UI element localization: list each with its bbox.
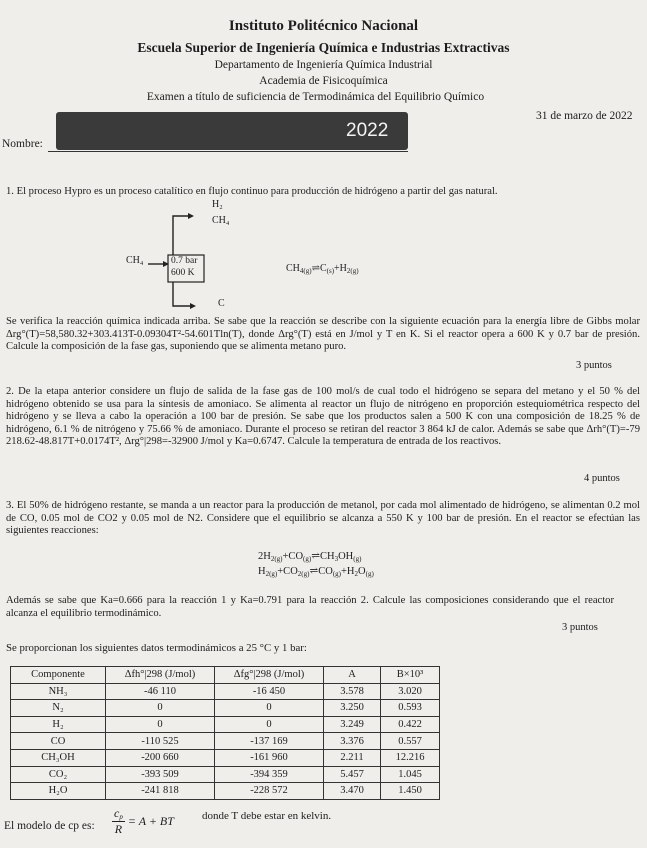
cell: -161 960	[215, 749, 324, 766]
cell: 0	[215, 716, 324, 733]
cell: H₂	[11, 716, 106, 733]
academy-title: Academia de Fisicoquímica	[259, 75, 388, 87]
cell: 3.376	[324, 733, 381, 750]
q3-points: 3 puntos	[562, 622, 598, 633]
name-label: Nombre:	[2, 138, 43, 150]
reactor-temperature: 600 K	[171, 268, 195, 278]
cell: 0.422	[381, 716, 440, 733]
cell: 3.250	[324, 700, 381, 717]
cell: CO	[11, 733, 106, 750]
table-row	[11, 716, 440, 733]
q3-body: 3. El 50% de hidrógeno restante, se manda a un reactor para la producción de metanol, por cada mol alimentado de hidrógeno, se alimentan 0.2 mol de CO, 0.05 mol de CO2 y 0.05 mol de N2. Considere que el equilibrio se alcanza a 550 K y 100 bar de presión. En el reactor se efectúan las siguientes reacciones:	[6, 500, 640, 537]
school-title: Escuela Superior de Ingeniería Química e Industrias Extractivas	[137, 40, 510, 55]
cell: 0	[106, 700, 215, 717]
col-a: A	[324, 667, 381, 684]
cell: -46 110	[106, 683, 215, 700]
q1-statement: 1. El proceso Hypro es un proceso catalítico en flujo continuo para producción de hidrógeno a partir del gas natural.	[6, 186, 498, 197]
q1-points: 3 puntos	[576, 360, 612, 371]
table-header-row	[11, 667, 440, 684]
outlet-ch4: CH₄	[212, 215, 230, 226]
cell: 5.457	[324, 766, 381, 783]
table-row	[11, 733, 440, 750]
banner-year: 2022	[346, 120, 389, 141]
cell: -228 572	[215, 783, 324, 800]
cell: 12.216	[381, 749, 440, 766]
q1-reaction: $CH_{4(g)}\rightleftharpoons C_{(s)}+H_{2(g)}$	[286, 263, 359, 275]
name-underline	[48, 151, 408, 152]
table-row	[11, 683, 440, 700]
table-row	[11, 700, 440, 717]
institution-title: Instituto Politécnico Nacional	[228, 18, 419, 34]
cell: CO₂	[11, 766, 106, 783]
q3-reaction-1: $2H_{2(g)}+CO_{(g)}\rightleftharpoons CH_3OH_{(g)}$	[258, 551, 362, 563]
cell: -110 525	[106, 733, 215, 750]
col-dgf: Δfg°|298 (J/mol)	[215, 667, 324, 684]
thermo-data-table	[10, 666, 440, 800]
table-row	[11, 749, 440, 766]
cell: -394 359	[215, 766, 324, 783]
col-component: Componente	[11, 667, 106, 684]
exam-date: 31 de marzo de 2022	[536, 110, 633, 122]
cell: 0.557	[381, 733, 440, 750]
reactor-pressure: 0.7 bar	[171, 256, 198, 266]
exam-title: Examen a título de suficiencia de Termodinámica del Equilibrio Químico	[146, 91, 485, 103]
q3-body-2: Además se sabe que Ka=0.666 para la reacción 1 y Ka=0.791 para la reacción 2. Calcule las composiciones considerando que el reactor alcanza el equilibrio termodinámico.	[6, 595, 614, 619]
cell: -393 509	[106, 766, 215, 783]
outlet-h2: H₂	[212, 199, 223, 210]
cp-model-equation: $\frac{c_p}{R}$ = A + BT	[114, 806, 174, 836]
cell: -241 818	[106, 783, 215, 800]
hypro-reactor-diagram	[118, 198, 318, 322]
redacted-name-banner	[56, 112, 408, 150]
cell: NH₃	[11, 683, 106, 700]
cp-model-note: donde T debe estar en kelvin.	[202, 810, 332, 822]
cp-model-label: El modelo de cp es:	[4, 820, 95, 832]
cell: 3.249	[324, 716, 381, 733]
cell: N₂	[11, 700, 106, 717]
cell: 1.045	[381, 766, 440, 783]
cell: 2.211	[324, 749, 381, 766]
col-b: B×10³	[381, 667, 440, 684]
outlet-carbon: C	[218, 298, 225, 309]
department-title: Departamento de Ingeniería Química Industrial	[214, 59, 433, 71]
cell: 0.593	[381, 700, 440, 717]
q1-body: Se verifica la reacción química indicada arriba. Se sabe que la reacción se describe con la siguiente ecuación para la energía libre de Gibbs molar Δrg°(T)=58,580.32+303.413T-0.09304T²-54.601Tln(T), donde Δrg°(T) está en J/mol y T en K. Si el reactor opera a 600 K y 0.7 bar de presión. Calcule la composición de la fase gas, suponiendo que se alimenta metano puro.	[6, 316, 640, 353]
cell: -200 660	[106, 749, 215, 766]
cell: 0	[215, 700, 324, 717]
cell: -137 169	[215, 733, 324, 750]
cell: CH₃OH	[11, 749, 106, 766]
table-row	[11, 766, 440, 783]
cell: 3.020	[381, 683, 440, 700]
q2-points: 4 puntos	[584, 473, 620, 484]
cell: H₂O	[11, 783, 106, 800]
data-intro: Se proporcionan los siguientes datos termodinámicos a 25 °C y 1 bar:	[6, 642, 307, 654]
q3-reaction-2: $H_{2(g)}+CO_{2(g)}\rightleftharpoons CO_{(g)}+H_2O_{(g)}$	[258, 566, 374, 578]
col-dhf: Δfh°|298 (J/mol)	[106, 667, 215, 684]
cell: 1.450	[381, 783, 440, 800]
table-row	[11, 783, 440, 800]
cell: -16 450	[215, 683, 324, 700]
cell: 3.578	[324, 683, 381, 700]
q2-body: 2. De la etapa anterior considere un flujo de salida de la fase gas de 100 mol/s de cual todo el hidrógeno se separa del metano y el 50 % del hidrógeno obtenido se usa para la síntesis de amoniaco. Se alimenta al reactor un flujo de nitrógeno en proporción estequiométrica respecto del hidrógeno y se lleva a cabo la operación a 100 bar de presión. Se sabe que los productos salen a 500 K con una composición de 18.25 % de hidrógeno, 6.1 % de nitrógeno y 75.66 % de amoniaco. Durante el proceso se retiran del reactor 3 864 kJ de calor. Además se sabe que Δrh°(T)=-79 218.62-48.817T+0.0174T², Δrg°|298=-32900 J/mol y Ka=0.6747. Calcule la temperatura de entrada de los reactivos.	[6, 386, 640, 448]
feed-ch4: CH₄	[126, 255, 144, 266]
cell: 0	[106, 716, 215, 733]
cell: 3.470	[324, 783, 381, 800]
